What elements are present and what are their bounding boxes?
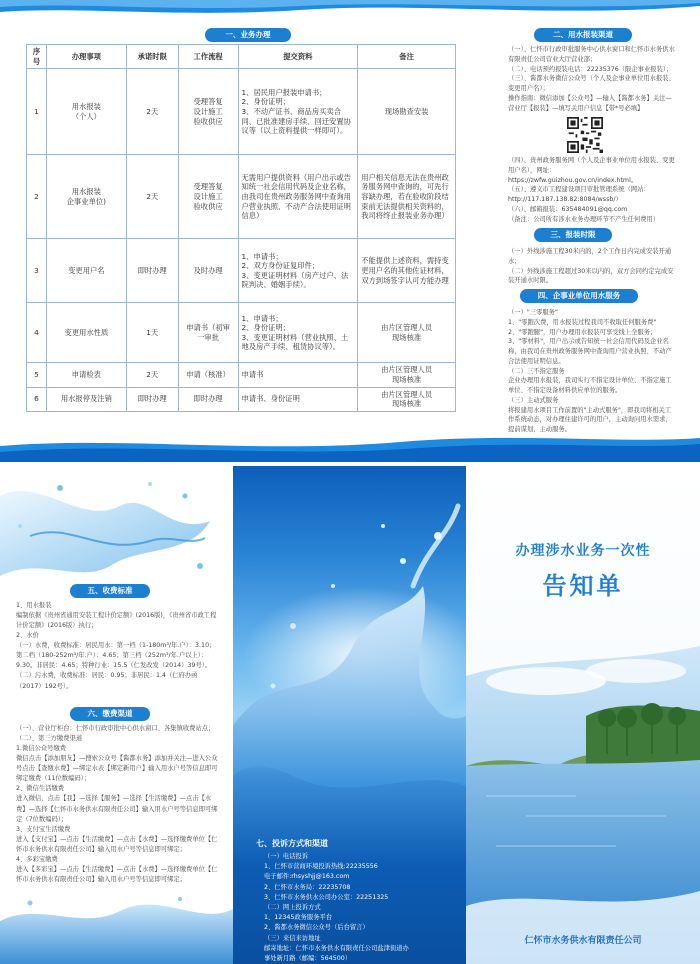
water-splash-decoration [0,466,233,596]
enterprise-item: 将报建用水项目工作前置的"主动式服务"，即我司将相关工作系统动态，对办理住建许可的用户，主动询问用水需求，提前谋划，主动服务。 [508,406,672,433]
complaints-text [264,852,460,964]
table-cell-no: 4 [27,303,47,363]
section1-title: 一、业务办理 [205,28,291,42]
enterprise-item: （一）"三零服务" [508,309,558,316]
section4-title: 四、企事业单位用水服务 [520,289,638,303]
table-header-cell: 备注 [358,45,456,69]
complaint-item: 电子邮件:rhsyshjj@163.com [264,873,350,881]
channel-item: （三）、酱都水务微信公众号（个人及企事业单位用水报装、变更用户名）； [508,75,675,92]
table-cell-item: 申请检表 [46,363,126,387]
fee-item: 1、用水报装 [16,602,52,609]
complaint-item: 1、12345政务服务平台 [264,914,333,922]
fee-item: 2、水价 [16,632,39,640]
payment-item: （一）、营业厅柜台：仁怀市行政审批中心供水窗口、各集镇收费站点； [16,725,215,732]
table-header-cell: 办理事项 [46,45,126,69]
table-cell-flow: 即时办理 [178,387,238,411]
enterprise-item: （二）三不指定服务 [508,367,565,375]
time-limits-list [508,247,676,286]
channel-item: （五）、遵义市工程建设项目审批管理系统（网站：http://117.187.138.82:8084/wssb/） [508,186,650,203]
water-wave-bottom-decoration [0,881,233,964]
table-cell-flow: 申请书（初审 一审批 [178,303,238,363]
payments-text [16,724,218,885]
enterprise-item: （三）主动式服务 [508,396,559,404]
payment-item: 2、微信生活缴费 [16,785,65,793]
time-limit-item: （二）外线涉施工程超过30米以内的，双方会同约定完成安装开通水时限。 [508,267,674,285]
payment-item: 微信点击【添加朋友】—搜索公众号【酱都水务】添加并关注—进入公众号点击【查缴水费】—绑定水表【绑定新用户】输入用水户号等信息即可绑定缴费（11位数编码）； [16,755,218,783]
table-cell-no: 3 [27,239,47,303]
bottom-wave-decoration [0,432,700,462]
table-cell-time: 2天 [126,363,178,387]
complaint-item: 2、仁怀市水务局：22235708 [264,883,351,891]
channels-list [508,45,676,113]
section6-title: 六、缴费渠道 [70,707,150,721]
table-cell-no: 1 [27,69,47,155]
table-row [27,387,456,411]
channels-list-cont [508,156,676,224]
table-cell-time: 2天 [126,69,178,155]
table-cell-time: 2天 [126,155,178,239]
fee-item: 编制依据《贵州省通用安装工程计价定额》(2016版)，《贵州省市政工程计价定额》(2016版）执行； [16,612,217,630]
section5-title: 五、收费标准 [70,584,150,598]
table-cell-no: 2 [27,155,47,239]
complaint-item: 3、仁怀市水务供水公司办公室：22251325 [264,893,389,901]
table-cell-note: 由片区管理人员 现场核准 [358,387,456,411]
payment-item: 4、多彩宝缴费 [16,855,58,863]
table-cell-time: 即时办理 [126,239,178,303]
channel-item: 操作指南：微信添加【公众号】—输入【酱都水务】关注—营业厅【报装】—填写关用户信息【带*号必填】 [508,94,672,112]
table-cell-no: 5 [27,363,47,387]
section2-title: 二、用水报装渠道 [534,28,632,42]
table-header-cell: 提交资料 [238,45,358,69]
table-cell-item: 变更用户名 [46,239,126,303]
table-header-cell: 工作流程 [178,45,238,69]
complaint-item: （一）电话投诉 [264,853,309,860]
company-name: 仁怀市水务供水有限责任公司 [524,936,642,946]
complaint-item: （三）来信来访地址 [264,934,321,942]
time-limit-item: （一）外线涉施工程30米内的，2个工作日内完成安装开通水； [508,248,672,265]
section7-title: 七、投诉方式和渠道 [256,839,328,848]
channel-item: （四）、贵州政务服务网（个人及企事业单位用水报装、变更用户名），网址：https://zwfw.guizhou.gov.cn/index.html。 [508,157,675,184]
table-cell-docs: 1、申请书； 2、双方身份证复印件； 3、变更证明材料（房产过户、法院判决、婚姻手续）。 [238,239,358,303]
table-cell-time: 1天 [126,303,178,363]
fee-item: （一）水费，收费标准：居民用水：第一档（1-180m³/年.户）：3.10；第二档（180-252m³/年.户）：4.65；第三档（252m³/年.户以上）：9.30。非居民：4.65；特种行业：15.5（仁发改发（2014）39号）。 [16,642,216,670]
complaint-item: 1、仁怀市营商环境投诉热线:22235556 [264,863,378,871]
payment-item: 进入微信，点击【我】—选择【服务】—选择【生活缴费】—点击【水费】—选择【仁怀市水务供水有限责任公司】输入用水户号等信息即可绑定（7位数编码）； [16,795,218,823]
table-row [27,239,456,303]
payment-item: （二）、第三方缴费渠道 [16,735,83,743]
table-cell-time: 即时办理 [126,387,178,411]
enterprise-item: 3、"零材料"，用户出示或告知统一社会信用代码及企业名称，由我司在贵州政务服务网中查询用户营业执照、不动产合法使用证明信息。 [508,338,672,365]
payment-item: 1.微信公众号缴费 [16,745,67,753]
cover-title-line1: 办理涉水业务一次性 [515,543,651,559]
table-cell-docs: 1、申请书； 2、身份证明； 3、变更证明材料（营业执照、土地及房产手续、租赁协议等）。 [238,303,358,363]
table-cell-item: 用水报装 （个人） [46,69,126,155]
table-cell-flow: 受理答复 设计施工 验收供应 [178,155,238,239]
table-cell-no: 6 [27,387,47,411]
table-cell-note: 现场勘查安装 [358,69,456,155]
fees-text [16,601,218,692]
payment-item: 进入【多彩宝】—点击【生活缴费】—点击【水费】—选择缴费单位【仁怀市水务供水有限责任公司】输入用水户号等信息即可绑定； [16,865,218,883]
table-row [27,363,456,387]
complaint-item: （二）网上投诉方式 [264,903,321,911]
enterprise-item: 企业办理用水报装，我司实行不指定设计单位、不指定施工单位、不指定设备材料供应单位的服务。 [508,377,672,394]
channel-item: （二）、电话预约报装电话：22235376（限企事业报装）； [508,65,673,73]
qr-code [567,117,603,153]
cover-title-line2: 告知单 [542,572,624,600]
table-header-cell: 承诺时限 [126,45,178,69]
table-cell-flow: 及时办理 [178,239,238,303]
table-row [27,303,456,363]
table-cell-docs: 申请书 [238,363,358,387]
complaint-item: 邮寄地址：仁怀市水务供水有限责任公司盐津街道办 [264,944,409,952]
table-cell-docs: 申请书、身份证明 [238,387,358,411]
table-cell-note: 用户相关信息无法在贵州政务服务网中查询的，可先行容缺办理，若在验收阶段结束前无法提供相关资料的，我司将终止报装业务办理） [358,155,456,239]
channel-item: （一）、仁怀市行政审批服务中心供水窗口和仁怀市水务供水有限责任公司营业大厅营业部； [508,46,675,63]
enterprise-list [508,308,676,435]
complaint-item: 事处新月路（邮编：564500） [264,954,352,962]
table-cell-note: 由片区管理人员 现场核准 [358,303,456,363]
payment-item: 进入【支付宝】—点击【生活缴费】—点击【水费】—选择缴费单位【仁怀市水务供水有限责任公司】输入用水户号等信息即可绑定； [16,835,218,853]
top-wave-decoration [0,0,700,28]
table-cell-note: 不能提供上述资料，需持变更用户名的其他佐证材料，双方到场签字认可方能办理 [358,239,456,303]
table-cell-flow: 申请（核准） [178,363,238,387]
business-table [26,44,456,412]
table-header [27,45,456,69]
fee-item: （二）污水费，收费标准：居民：0.95；非居民：1.4（仁府办函（2017）192号）。 [16,672,198,690]
complaint-item: 2、酱都水务微信公众号（后台留言） [264,924,369,932]
table-cell-item: 用水报装 企事业单位) [46,155,126,239]
table-cell-item: 变更用水性质 [46,303,126,363]
enterprise-item: 2、"零跑腿"，用户办理用水报装可享受线上全服务； [508,328,657,336]
enterprise-item: 1、"零跑次费，用水报装过程我司不收取任何服务费" [508,318,657,326]
channel-item: （六）、邮箱报装：635484091@qq.com [508,205,628,213]
section3-title: 三、报装时限 [534,228,612,242]
table-cell-item: 用水报停及注销 [46,387,126,411]
table-cell-note: 由片区管理人员 现场核准 [358,363,456,387]
table-cell-docs: 无需用户提供资料（用户出示或告知统一社会信用代码及企业名称，由我司在贵州政务服务网中查询用户营业执照、不动产合法使用证明信息） [238,155,358,239]
channel-item: （备注：公司所有涉水业务办理环节不产生任何费用） [508,215,660,223]
payment-item: 3、支付宝生活缴费 [16,825,71,833]
table-row [27,155,456,239]
table-header-cell: 序号 [27,45,47,69]
table-cell-docs: 1、居民用户报装申请书； 2、身份证明； 3、不动产证书、商品房买卖合同、已批准建房手续、回迁安置协议等（以上资料提供一样即可）。 [238,69,358,155]
table-cell-flow: 受理答复 设计施工 验收供应 [178,69,238,155]
table-row [27,69,456,155]
